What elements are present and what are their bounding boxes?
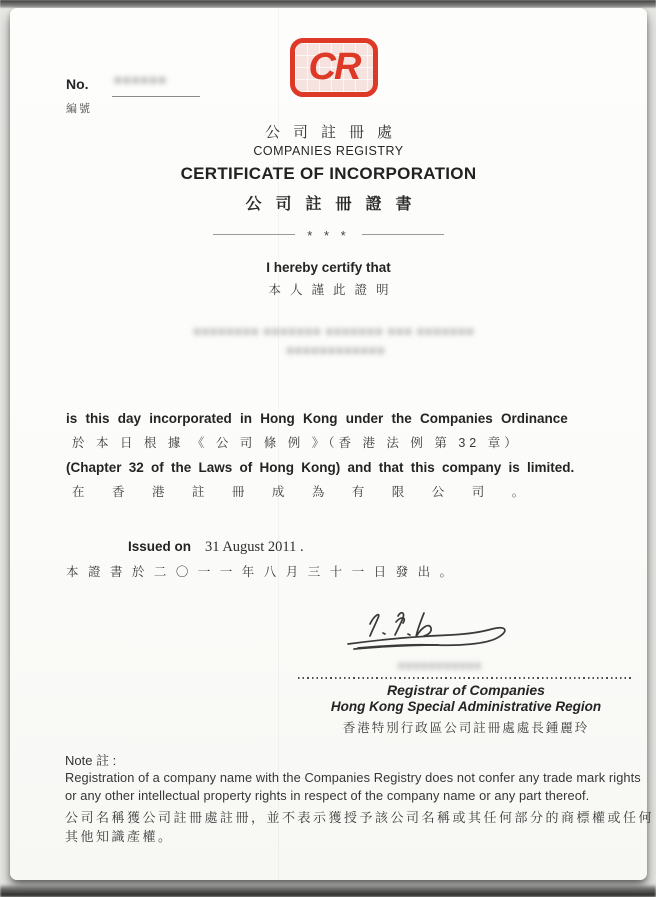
note-en-line1: Registration of a company name with the Companies Registry does not confer any trade mark rights bbox=[65, 770, 641, 785]
registry-name-en: COMPANIES REGISTRY bbox=[253, 144, 404, 158]
signer-name-redacted: ●●●●●●●●●●● bbox=[397, 660, 483, 672]
body-line2-en: (Chapter 32 of the Laws of Hong Kong) and that this company is limited. bbox=[66, 460, 575, 475]
body-line1-en: is this day incorporated in Hong Kong under the Companies Ordinance bbox=[66, 411, 568, 426]
company-name-zh-redacted: ●●●●●●●●●●●● bbox=[286, 343, 386, 357]
registrar-title-zh: 香港特別行政區公司註冊處處長鍾麗玲 bbox=[342, 721, 590, 735]
companies-registry-logo bbox=[290, 38, 378, 97]
photo-edge-top bbox=[0, 0, 656, 8]
registrar-region-en: Hong Kong Special Administrative Region bbox=[330, 699, 602, 714]
body-line1-zh: 於 本 日 根 據 《 公 司 條 例 》（香 港 法 例 第 32 章） bbox=[72, 436, 521, 450]
divider-stars: * * * bbox=[307, 228, 350, 243]
registrar-signature bbox=[340, 602, 530, 660]
cr-logo-text: CR bbox=[308, 45, 360, 88]
divider-rule-right bbox=[362, 234, 444, 235]
certify-statement-zh: 本人謹此證明 bbox=[268, 283, 398, 297]
registry-name-zh: 公司註冊處 bbox=[264, 124, 405, 141]
certificate-title-en: CERTIFICATE OF INCORPORATION bbox=[180, 164, 477, 183]
certificate-number-label-zh: 編號 bbox=[66, 103, 92, 115]
company-name-en-redacted: ●●●●●●●● ●●●●●●● ●●●●●●● ●●● ●●●●●●● bbox=[193, 324, 475, 338]
divider-rule-left bbox=[213, 234, 295, 235]
certify-statement-en: I hereby certify that bbox=[266, 260, 391, 275]
certificate-number-value-redacted: ●●●●●● bbox=[114, 72, 168, 87]
title-divider bbox=[10, 227, 647, 242]
note-label: Note 註 : bbox=[65, 753, 117, 768]
certificate-page bbox=[10, 8, 655, 880]
certificate-number-underline bbox=[112, 96, 200, 97]
issued-on-zh: 本 證 書 於 二 〇 一 一 年 八 月 三 十 一 日 發 出 。 bbox=[66, 565, 456, 579]
body-line2-zh: 在 香 港 註 冊 成 為 有 限 公 司 。 bbox=[72, 485, 537, 499]
registrar-title-en: Registrar of Companies bbox=[387, 682, 545, 698]
issued-on-label: Issued on bbox=[128, 539, 192, 554]
issued-on-line bbox=[128, 538, 304, 556]
issued-date: 31 August 2011 . bbox=[205, 539, 304, 555]
note-zh-line2: 其他知識產權。 bbox=[65, 829, 174, 844]
signature-dotted-line bbox=[298, 676, 634, 679]
certificate-title-zh: 公司註冊證書 bbox=[245, 196, 426, 213]
note-zh-line1: 公司名稱獲公司註冊處註冊，並不表示獲授予該公司名稱或其任何部分的商標權或任何 bbox=[65, 810, 655, 825]
note-en-line2: or any other intellectual property rights in respect of the company name or any part thereof. bbox=[65, 788, 590, 803]
certificate-number-label: No. bbox=[66, 76, 89, 92]
photo-edge-bottom bbox=[0, 884, 656, 897]
